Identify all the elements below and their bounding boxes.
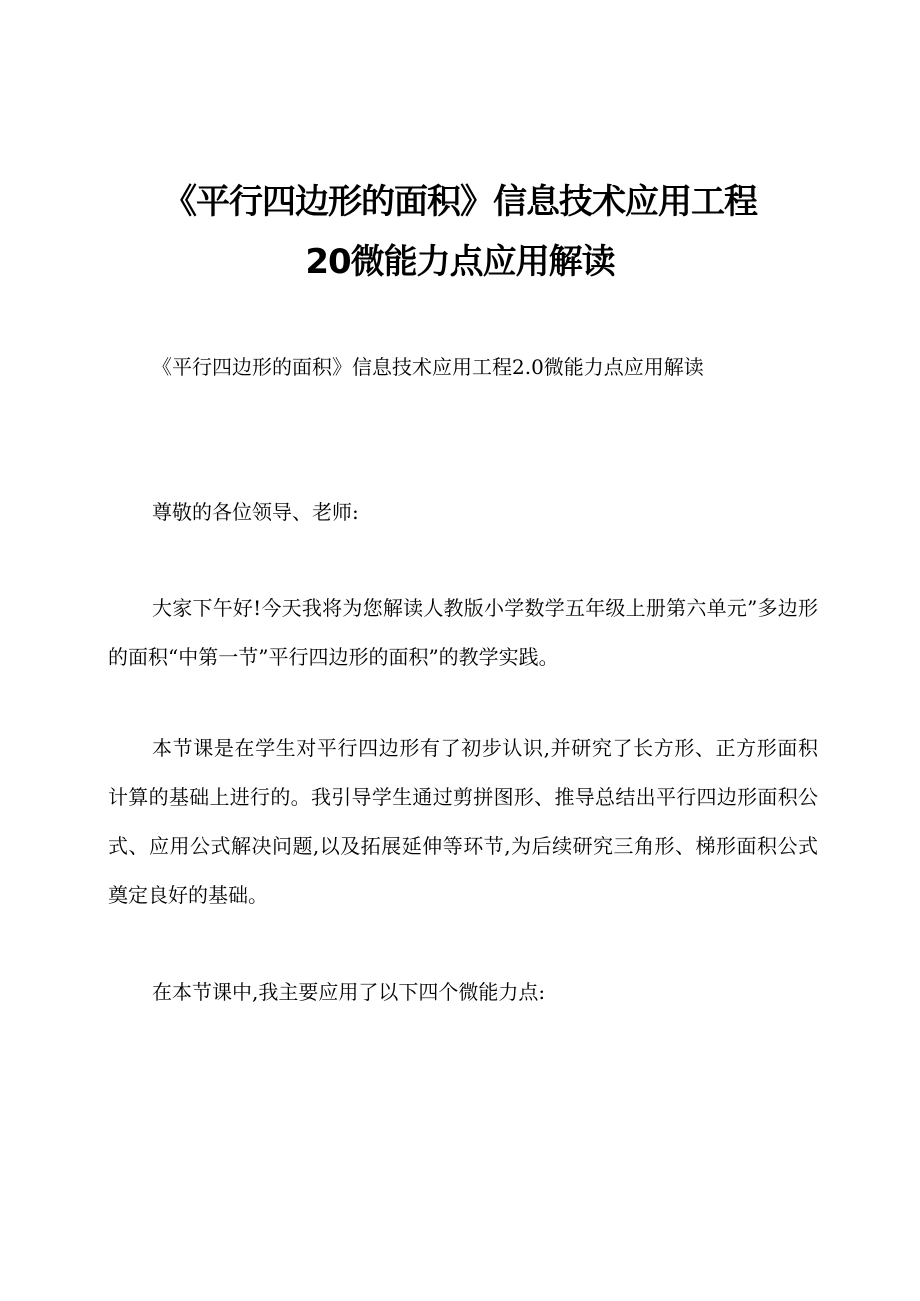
body-paragraph-2: 本节课是在学生对平行四边形有了初步认识,并研究了长方形、正方形面积计算的基础上进行的。我引导学生通过剪拼图形、推导总结出平行四边形面积公式、应用公式解决问题,以及拓展延伸等环节,为后续研究三角形、梯形面积公式奠定良好的基础。 (108, 736, 818, 907)
document-title-line-2: 20微能力点应用解读 (305, 242, 615, 282)
intro-paragraph: 《平行四边形的面积》信息技术应用工程2.0微能力点应用解读 (152, 355, 704, 379)
greeting-paragraph: 尊敬的各位领导、老师: (152, 500, 359, 524)
body-paragraph-3: 在本节课中,我主要应用了以下四个微能力点: (152, 980, 546, 1004)
body-paragraph-1: 大家下午好!今天我将为您解读人教版小学数学五年级上册第六单元”多边形的面积“中第一节”平行四边形的面积”的教学实践。 (108, 596, 818, 669)
document-title-line-1: 《平行四边形的面积》信息技术应用工程 (163, 182, 757, 222)
